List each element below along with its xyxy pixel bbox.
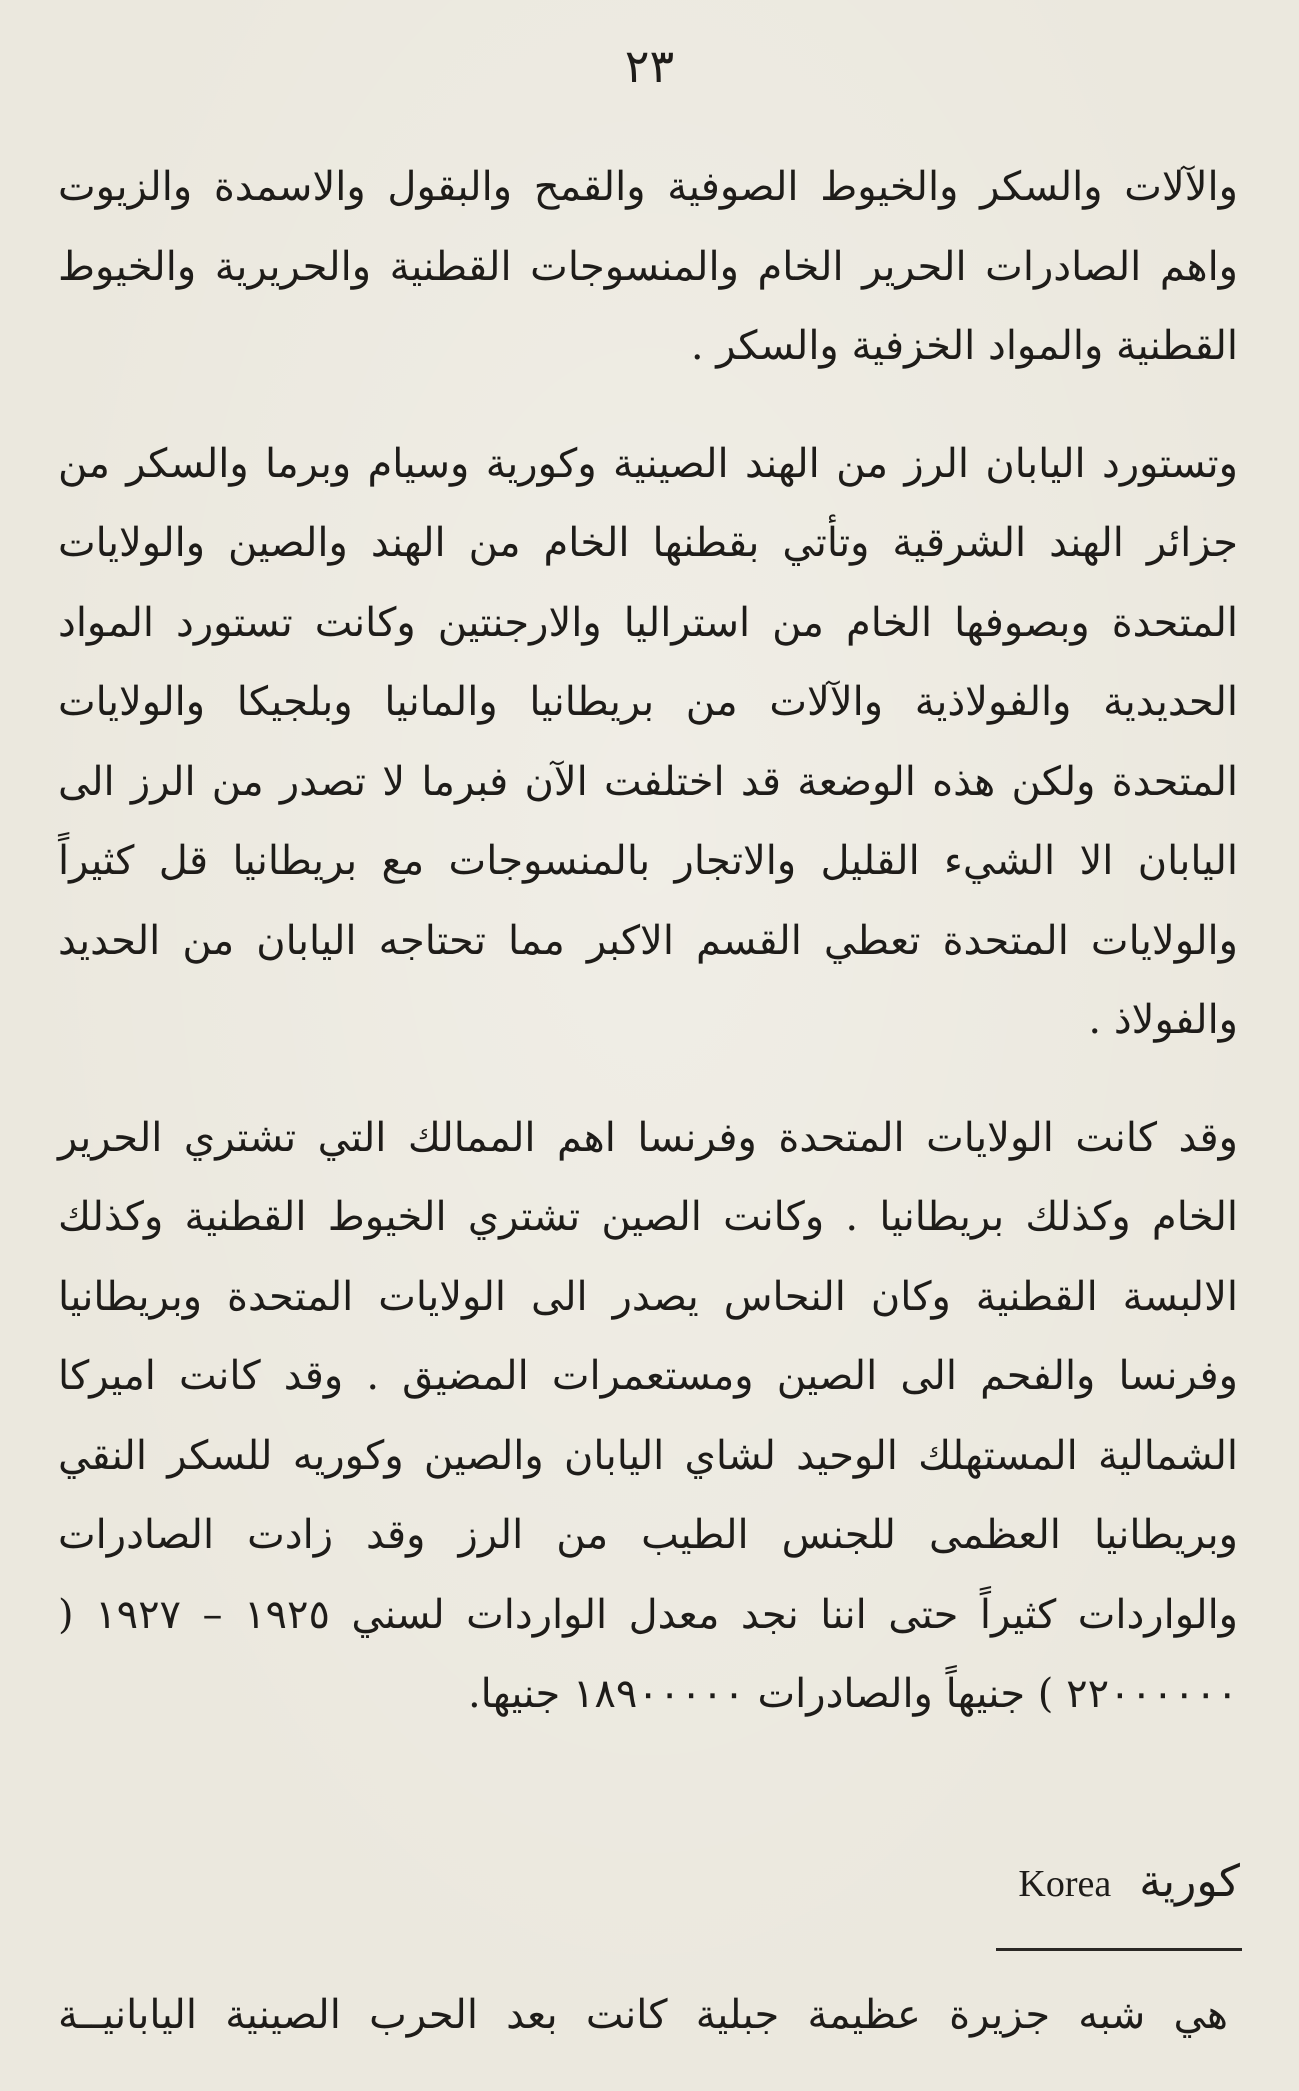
body-text: [58, 148, 1238, 1773]
section-heading-latin: Korea: [1018, 1863, 1112, 1905]
heading-underline: [996, 1948, 1242, 1951]
section-heading-arabic: كورية: [1139, 1856, 1240, 1907]
page-number: ٢٣: [624, 39, 675, 93]
paragraph-exports: والآلات والسكر والخيوط الصوفية والقمح والبقول والاسمدة والزيوت واهم الصادرات الحرير الخام والمنسوجات القطنية والحريرية والخيوط القطنية والمواد الخزفية والسكر .: [58, 164, 1238, 369]
section-heading: [58, 1847, 1240, 1919]
paragraph-korea-start: هي شبه جزيرة عظيمة جبلية كانت بعد الحرب الصينية اليابانيــة: [58, 1992, 1228, 2038]
paragraph-imports: وتستورد اليابان الرز من الهند الصينية وكورية وسيام وبرما والسكر من جزائر الهند الشرقية وتأتي بقطنها الخام من الهند والصين والولايات المتحدة وبصوفها الخام من استراليا والارجنتين وكانت تستورد المواد الحديدية والفولاذية والآلات من بريطانيا والمانيا وبلجيكا والولايات المتحدة ولكن هذه الوضعة قد اختلفت الآن فبرما لا تصدر من الرز الى اليابان الا الشيء القليل والاتجار بالمنسوجات مع بريطانيا قل كثيراً والولايات المتحدة تعطي القسم الاكبر مما تحتاجه اليابان من الحديد والفولاذ .: [58, 440, 1238, 1043]
paragraph-trade-partners: وقد كانت الولايات المتحدة وفرنسا اهم الممالك التي تشتري الحرير الخام وكذلك بريطانيا . وكانت الصين تشتري الخيوط القطنية وكذلك الالبسة القطنية وكان النحاس يصدر الى الولايات المتحدة وبريطانيا وفرنسا والفحم الى الصين ومستعمرات المضيق . وقد كانت اميركا الشمالية المستهلك الوحيد لشاي اليابان والصين وكوريه للسكر النقي وبريطانيا العظمى للجنس الطيب من الرز وقد زادت الصادرات والواردات كثيراً حتى اننا نجد معدل الواردات لسني ١٩٢٥ – ١٩٢٧ ( ٢٢٠٠٠٠٠٠ ) جنيهاً والصادرات ١٨٩٠٠٠٠٠ جنيها.: [58, 1114, 1238, 1717]
